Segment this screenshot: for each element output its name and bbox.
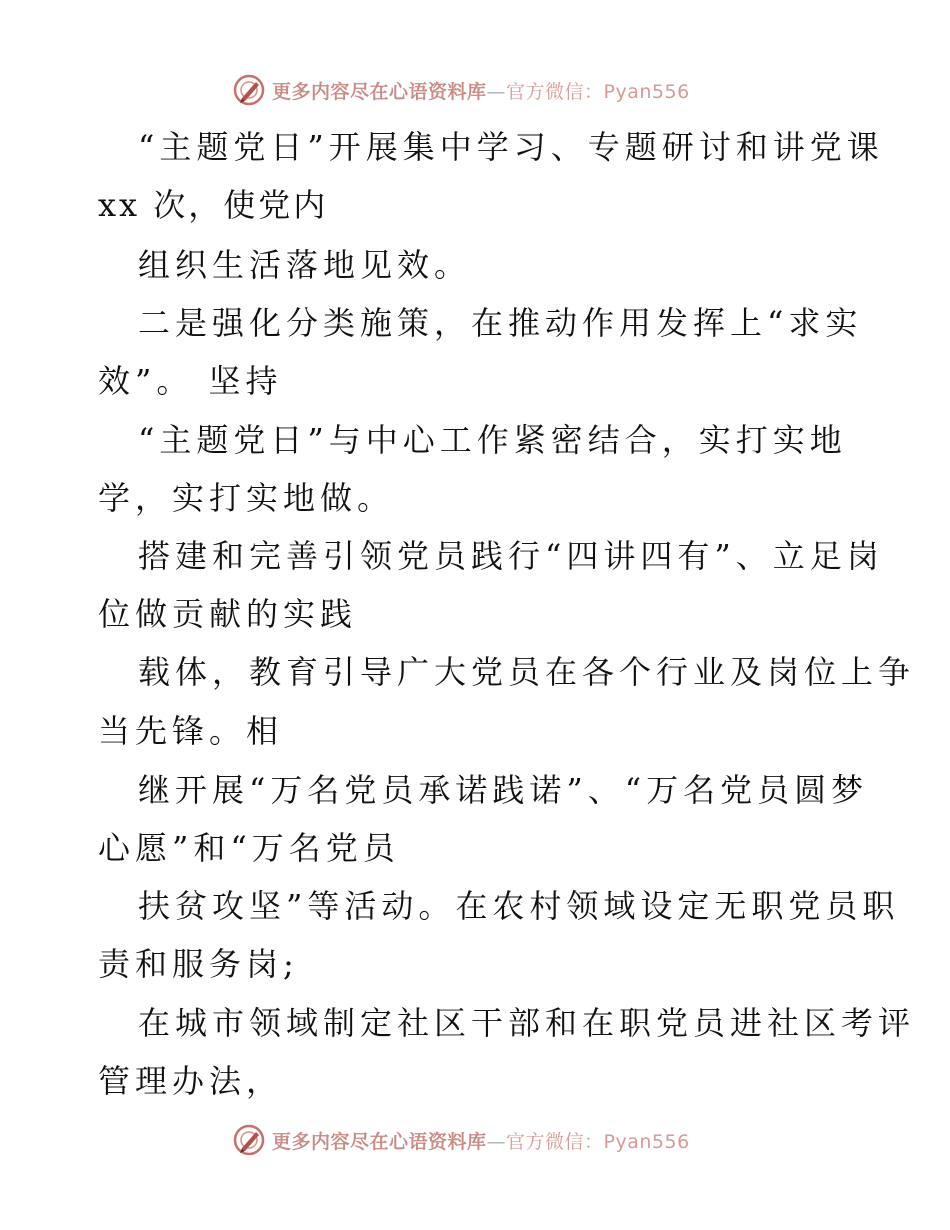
footer-banner — [232, 1122, 752, 1158]
text-line-11: 当先锋。相 — [98, 712, 284, 750]
text-line-12: 继开展“万名党员承诺践诺”、“万名党员圆梦 — [138, 771, 869, 809]
text-line-4: 二是强化分类施策，在推动作用发挥上“求实 — [138, 304, 863, 342]
banner-dash: — — [486, 80, 507, 103]
text-line-5: 效”。 坚持 — [98, 362, 283, 400]
text-line-6: “主题党日”与中心工作紧密结合，实打实地 — [138, 421, 847, 459]
text-line-10: 载体，教育引导广大党员在各个行业及岗位上争 — [138, 653, 916, 691]
text-line-2: xx 次，使党内 — [98, 186, 329, 224]
text-line-16: 在城市领域制定社区干部和在职党员进社区考评 — [138, 1004, 916, 1042]
banner-wechat: 官方微信：Pyan556 — [506, 80, 690, 103]
text-line-9: 位做贡献的实践 — [98, 595, 358, 633]
text-line-8: 搭建和完善引领党员践行“四讲四有”、立足岗 — [138, 537, 884, 575]
text-line-1: “主题党日”开展集中学习、专题研讨和讲党课 — [138, 128, 884, 166]
footer-wechat: 官方微信：Pyan556 — [506, 1130, 690, 1153]
text-line-14: 扶贫攻坚”等活动。在农村领域设定无职党员职 — [138, 887, 900, 925]
text-line-15: 责和服务岗; — [98, 945, 299, 983]
banner-site-name: 更多内容尽在心语资料库 — [272, 80, 487, 103]
pen-logo-icon — [232, 1123, 266, 1157]
footer-dash: — — [486, 1130, 507, 1153]
text-line-17: 管理办法， — [98, 1062, 284, 1100]
footer-site-name: 更多内容尽在心语资料库 — [272, 1130, 487, 1153]
text-line-3: 组织生活落地见效。 — [138, 246, 472, 284]
text-line-13: 心愿”和“万名党员 — [98, 829, 400, 867]
text-line-7: 学，实打实地做。 — [98, 479, 395, 517]
